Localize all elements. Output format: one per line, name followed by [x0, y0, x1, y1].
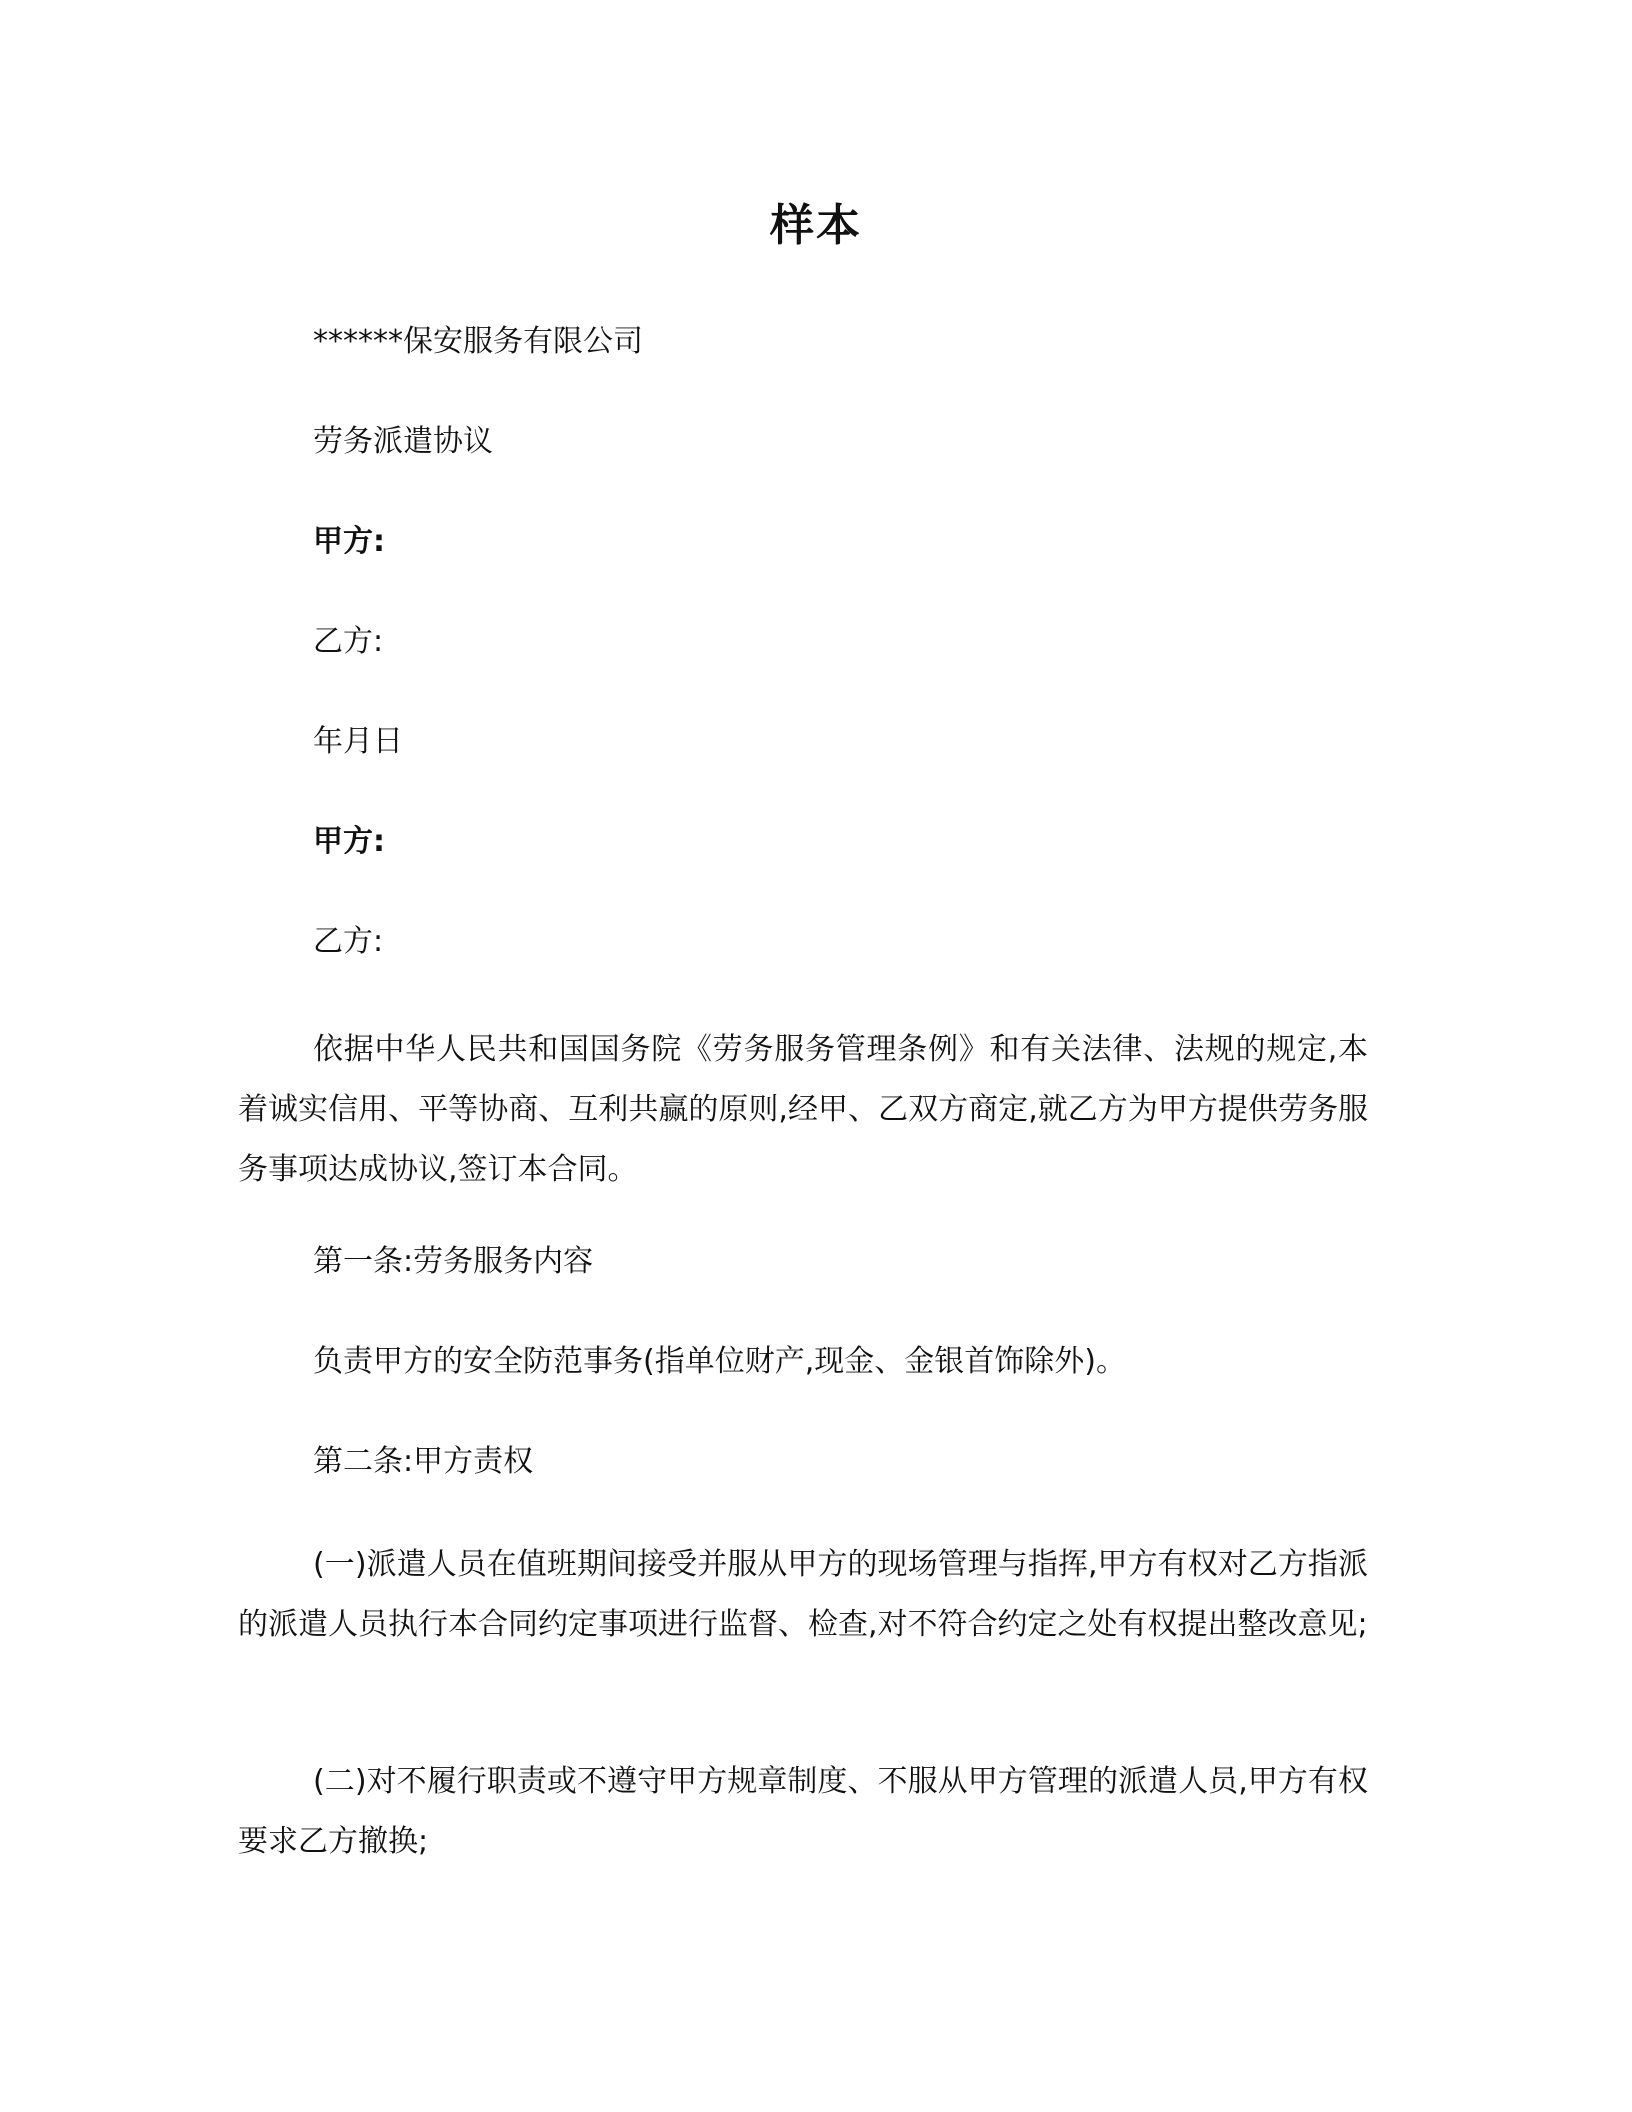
article-1-heading: 第一条:劳务服务内容: [313, 1244, 594, 1279]
document-title: 样本: [770, 200, 862, 251]
company-name: ******保安服务有限公司: [313, 324, 643, 359]
agreement-name: 劳务派遣协议: [313, 424, 493, 459]
article-2-item-1: (一)派遣人员在值班期间接受并服从甲方的现场管理与指挥,甲方有权对乙方指派的派遣人员执行本合同约定事项进行监督、检查,对不符合约定之处有权提出整改意见;: [238, 1547, 1368, 1642]
party-a-label: 甲方:: [313, 524, 385, 559]
article-2-item-2: (二)对不履行职责或不遵守甲方规章制度、不服从甲方管理的派遣人员,甲方有权要求乙方撤换;: [238, 1764, 1368, 1859]
party-a-label-second: 甲方:: [313, 824, 385, 859]
party-b-label-second: 乙方:: [313, 924, 384, 959]
date-line: 年月日: [313, 724, 403, 759]
article-2-heading: 第二条:甲方责权: [313, 1444, 534, 1479]
party-b-label: 乙方:: [313, 624, 384, 659]
preamble-paragraph: 依据中华人民共和国国务院《劳务服务管理条例》和有关法律、法规的规定,本着诚实信用、平等协商、互利共赢的原则,经甲、乙双方商定,就乙方为甲方提供劳务服务事项达成协议,签订本合同。: [238, 1032, 1368, 1187]
article-1-body: 负责甲方的安全防范事务(指单位财产,现金、金银首饰除外)。: [313, 1344, 1126, 1379]
